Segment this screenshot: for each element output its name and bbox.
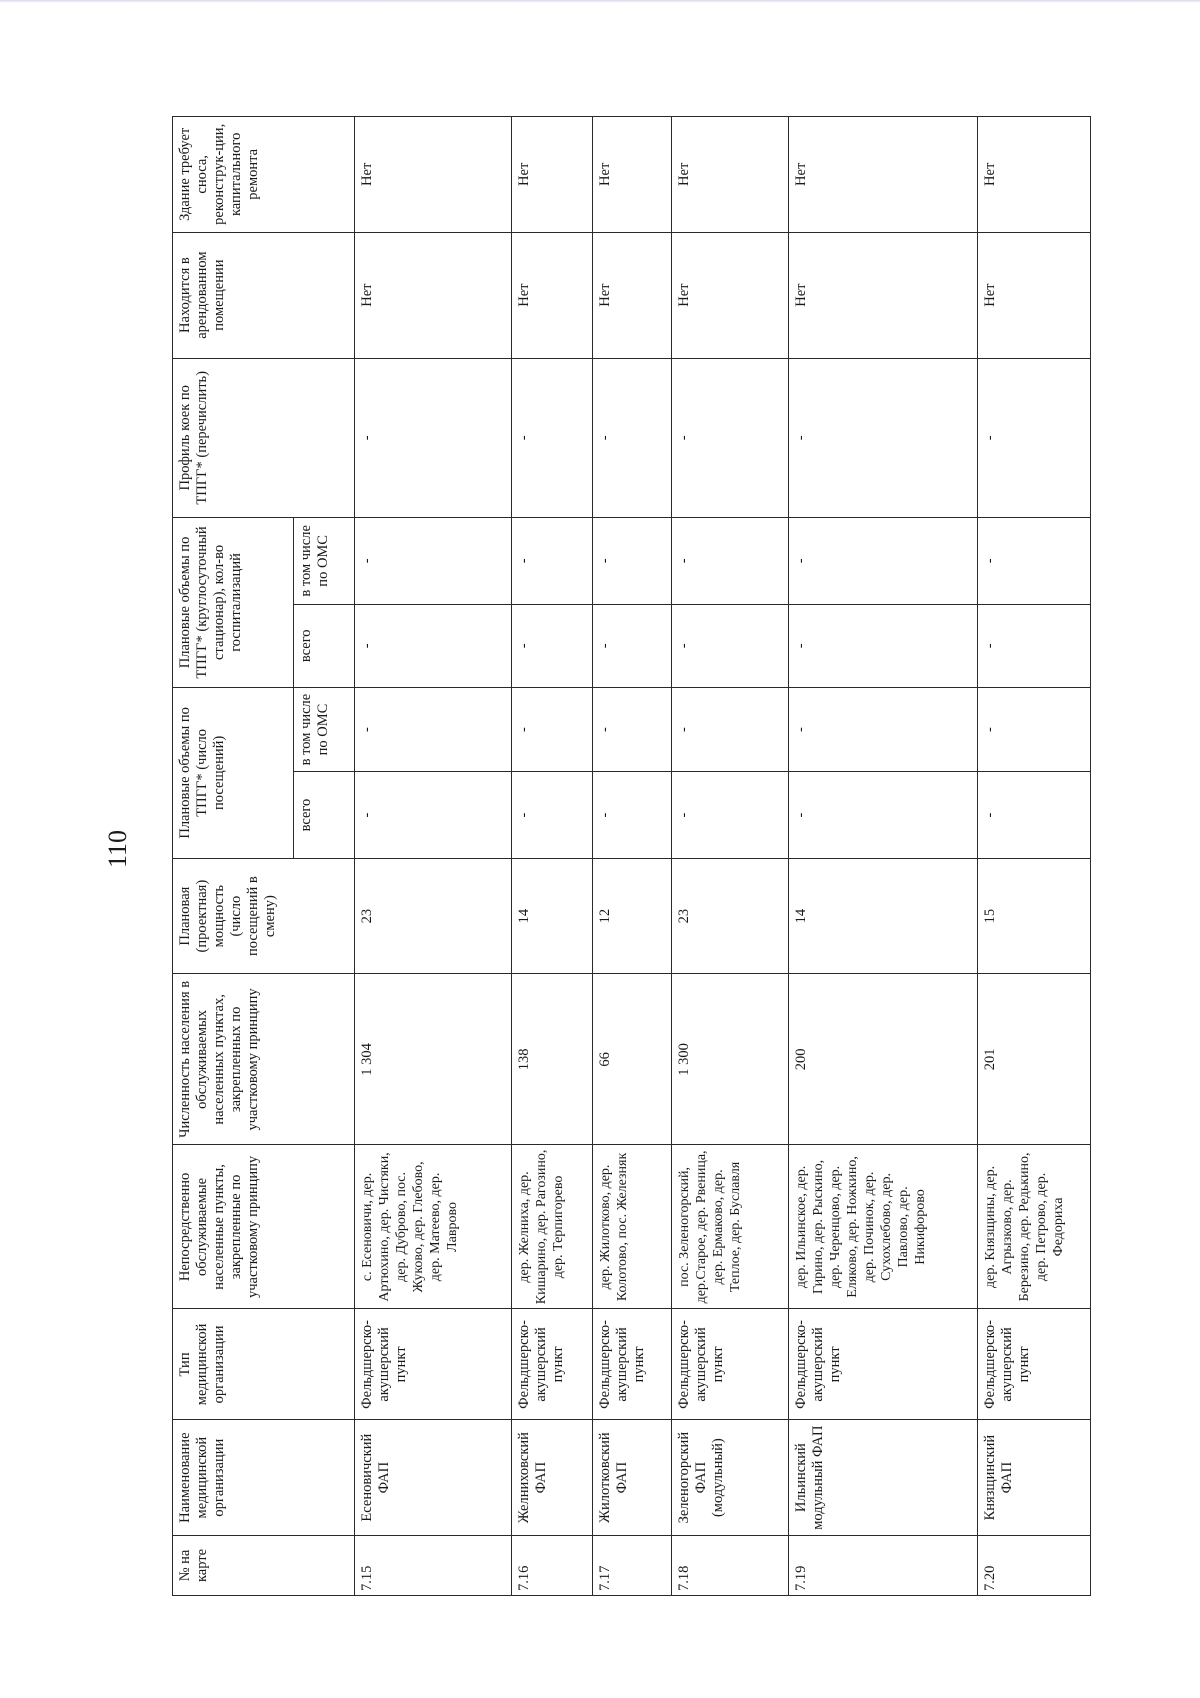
cell-type: Фельдшерско-акушерский пункт bbox=[672, 1309, 789, 1420]
cell-type: Фельдшерско-акушерский пункт bbox=[355, 1309, 512, 1420]
cell-repair: Нет bbox=[672, 117, 789, 233]
header-name: Наименование медицинской организации bbox=[173, 1420, 355, 1536]
cell-hosp-oms: - bbox=[672, 518, 789, 605]
cell-hosp-total: - bbox=[978, 604, 1091, 687]
cell-rented: Нет bbox=[789, 232, 978, 358]
cell-visits-total: - bbox=[978, 772, 1091, 859]
cell-visits-total: - bbox=[593, 772, 672, 859]
cell-capacity: 12 bbox=[593, 858, 672, 974]
cell-hosp-oms: - bbox=[512, 518, 593, 605]
header-type: Тип медицинской организации bbox=[173, 1309, 355, 1420]
header-capacity: Плановая (проектная) мощность (число посещений в смену) bbox=[173, 858, 355, 974]
cell-beds: - bbox=[512, 358, 593, 517]
cell-name: Ильинский модульный ФАП bbox=[789, 1420, 978, 1536]
cell-population: 138 bbox=[512, 974, 593, 1145]
cell-hosp-oms: - bbox=[593, 518, 672, 605]
cell-rented: Нет bbox=[512, 232, 593, 358]
cell-type: Фельдшерско-акушерский пункт bbox=[512, 1309, 593, 1420]
cell-capacity: 23 bbox=[672, 858, 789, 974]
cell-name: Желниховский ФАП bbox=[512, 1420, 593, 1536]
header-visits-total: всего bbox=[294, 772, 355, 859]
cell-rented: Нет bbox=[978, 232, 1091, 358]
header-num: № на карте bbox=[173, 1535, 355, 1595]
table-row bbox=[789, 117, 978, 1596]
scan-edge bbox=[0, 0, 1200, 3]
header-rented: Находится в арендованном помещении bbox=[173, 232, 355, 358]
table-row bbox=[672, 117, 789, 1596]
cell-settlements: дер. Жилотково, дер. Колотово, пос. Железняк bbox=[593, 1145, 672, 1309]
cell-visits-oms: - bbox=[512, 687, 593, 771]
header-settlements: Непосредственно обслуживаемые населенные пункты, закрепленные по участковому принципу bbox=[173, 1145, 355, 1309]
table-row bbox=[355, 117, 512, 1596]
cell-capacity: 14 bbox=[512, 858, 593, 974]
cell-name: Жилотковский ФАП bbox=[593, 1420, 672, 1536]
cell-population: 200 bbox=[789, 974, 978, 1145]
header-repair: Здание требует сноса, реконструк-ции, капитального ремонта bbox=[173, 117, 355, 233]
header-beds: Профиль коек по ТПГГ* (перечислить) bbox=[173, 358, 355, 517]
table-row bbox=[593, 117, 672, 1596]
rotated-table-frame bbox=[172, 116, 1122, 1596]
cell-name: Князщинский ФАП bbox=[978, 1420, 1091, 1536]
cell-visits-total: - bbox=[789, 772, 978, 859]
cell-name: Зеленогорский ФАП (модульный) bbox=[672, 1420, 789, 1536]
cell-repair: Нет bbox=[355, 117, 512, 233]
cell-visits-oms: - bbox=[593, 687, 672, 771]
cell-population: 1 304 bbox=[355, 974, 512, 1145]
cell-capacity: 14 bbox=[789, 858, 978, 974]
cell-num: 7.19 bbox=[789, 1535, 978, 1595]
cell-num: 7.16 bbox=[512, 1535, 593, 1595]
table-row bbox=[512, 117, 593, 1596]
cell-visits-oms: - bbox=[789, 687, 978, 771]
cell-beds: - bbox=[355, 358, 512, 517]
facilities-table bbox=[172, 116, 1091, 1596]
cell-hosp-total: - bbox=[593, 604, 672, 687]
cell-population: 201 bbox=[978, 974, 1091, 1145]
cell-beds: - bbox=[672, 358, 789, 517]
table-row bbox=[978, 117, 1091, 1596]
header-hosp-total: всего bbox=[294, 604, 355, 687]
cell-hosp-total: - bbox=[355, 604, 512, 687]
cell-hosp-total: - bbox=[512, 604, 593, 687]
cell-rented: Нет bbox=[355, 232, 512, 358]
cell-repair: Нет bbox=[978, 117, 1091, 233]
header-population: Численность населения в обслуживаемых населенных пунктах, закрепленных по участковому принципу bbox=[173, 974, 355, 1145]
cell-rented: Нет bbox=[593, 232, 672, 358]
cell-settlements: с. Есеновичи, дер. Артюхино, дер. Чистяки, дер. Дуброво, пос. Жуково, дер. Глебово, дер. Матеево, дер. Лаврово bbox=[355, 1145, 512, 1309]
cell-settlements: пос. Зеленогорский, дер.Старое, дер. Рвеница, дер. Ермаково, дер. Теплое, дер. Буславля bbox=[672, 1145, 789, 1309]
cell-beds: - bbox=[789, 358, 978, 517]
cell-population: 1 300 bbox=[672, 974, 789, 1145]
cell-hosp-oms: - bbox=[355, 518, 512, 605]
cell-hosp-oms: - bbox=[789, 518, 978, 605]
header-visits-oms: в том числе по ОМС bbox=[294, 687, 355, 771]
cell-hosp-total: - bbox=[672, 604, 789, 687]
cell-type: Фельдшерско-акушерский пункт bbox=[593, 1309, 672, 1420]
cell-capacity: 15 bbox=[978, 858, 1091, 974]
cell-num: 7.17 bbox=[593, 1535, 672, 1595]
cell-beds: - bbox=[593, 358, 672, 517]
cell-visits-oms: - bbox=[355, 687, 512, 771]
cell-settlements: дер. Ильинское, дер. Гирино, дер. Рыскино, дер. Черенцово, дер. Еляково, дер. Ножкино, дер. Починок, дер. Сухохлебово, дер. Павлово, дер. Никифорово bbox=[789, 1145, 978, 1309]
cell-name: Есеновичский ФАП bbox=[355, 1420, 512, 1536]
header-hosp-oms: в том числе по ОМС bbox=[294, 518, 355, 605]
cell-beds: - bbox=[978, 358, 1091, 517]
cell-hosp-total: - bbox=[789, 604, 978, 687]
cell-settlements: дер. Князщины, дер. Агрызково, дер. Березино, дер. Редькино, дер. Петрово, дер. Федориха bbox=[978, 1145, 1091, 1309]
cell-visits-oms: - bbox=[978, 687, 1091, 771]
cell-visits-total: - bbox=[355, 772, 512, 859]
cell-repair: Нет bbox=[593, 117, 672, 233]
header-visits: Плановые объемы по ТПГГ* (число посещений) bbox=[173, 687, 294, 858]
cell-type: Фельдшерско-акушерский пункт bbox=[789, 1309, 978, 1420]
cell-repair: Нет bbox=[512, 117, 593, 233]
cell-population: 66 bbox=[593, 974, 672, 1145]
cell-settlements: дер. Желниха, дер. Кишарино, дер. Рагозино, дер. Терпигорево bbox=[512, 1145, 593, 1309]
rotated-table bbox=[172, 116, 1122, 1596]
cell-visits-total: - bbox=[672, 772, 789, 859]
header-hosp: Плановые объемы по ТПГГ* (круглосуточный стационар), кол-во госпитализаций bbox=[173, 518, 294, 688]
cell-rented: Нет bbox=[672, 232, 789, 358]
cell-hosp-oms: - bbox=[978, 518, 1091, 605]
cell-capacity: 23 bbox=[355, 858, 512, 974]
cell-num: 7.20 bbox=[978, 1535, 1091, 1595]
cell-num: 7.18 bbox=[672, 1535, 789, 1595]
cell-repair: Нет bbox=[789, 117, 978, 233]
cell-type: Фельдшерско-акушерский пункт bbox=[978, 1309, 1091, 1420]
cell-visits-oms: - bbox=[672, 687, 789, 771]
cell-num: 7.15 bbox=[355, 1535, 512, 1595]
page-number: 110 bbox=[103, 829, 132, 869]
cell-visits-total: - bbox=[512, 772, 593, 859]
